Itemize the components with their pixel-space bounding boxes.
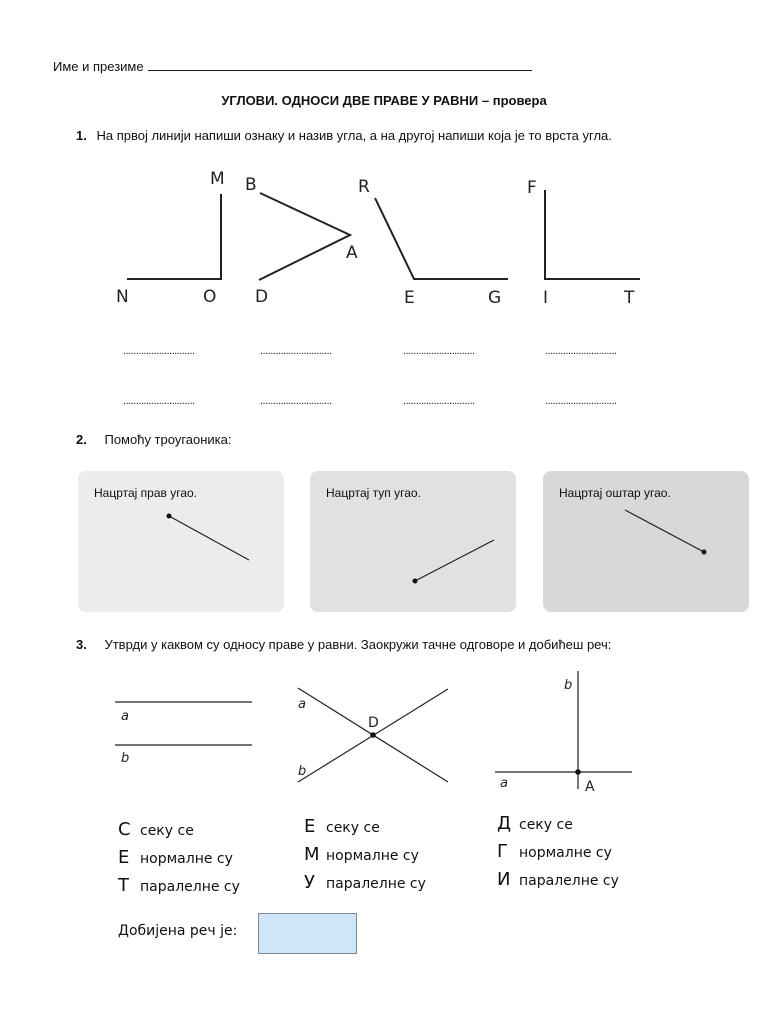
blank-1-4[interactable]: ............................ — [545, 345, 617, 357]
label-t: T — [624, 288, 635, 308]
option-text: паралелне су — [519, 873, 619, 889]
option-letter: Т — [118, 875, 129, 896]
draw-box-right[interactable] — [78, 471, 284, 612]
draw-box-acute-segment — [543, 471, 749, 612]
label-d: D — [255, 287, 269, 307]
question-2-text: Помоћу троугаоника: — [104, 432, 232, 447]
name-label: Име и презиме — [53, 59, 144, 74]
perp-label-b: b — [564, 678, 573, 693]
option-letter: У — [304, 872, 315, 893]
draw-box-acute-caption: Нацртај оштар угао. — [559, 486, 671, 500]
label-f: F — [527, 178, 537, 198]
question-3 — [76, 637, 611, 652]
angle-bad — [259, 193, 350, 280]
question-2-number: 2. — [76, 432, 87, 447]
draw-box-obtuse[interactable] — [310, 471, 516, 612]
blank-2-1[interactable]: ............................ — [123, 395, 195, 407]
point-d-dot — [370, 732, 376, 738]
label-e: E — [404, 288, 415, 308]
parallel-label-a: a — [121, 709, 129, 724]
intersect-label-a: a — [298, 697, 306, 712]
option-c2-r3[interactable] — [304, 872, 426, 893]
option-text: паралелне су — [140, 879, 240, 895]
result-answer-box[interactable] — [258, 913, 357, 954]
parallel-label-b: b — [121, 751, 130, 766]
blank-2-3[interactable]: ............................ — [403, 395, 475, 407]
option-c2-r2[interactable] — [304, 844, 419, 865]
option-c3-r3[interactable] — [497, 869, 619, 890]
option-letter: М — [304, 844, 320, 865]
label-b: B — [245, 175, 257, 195]
label-i: I — [543, 288, 549, 308]
name-blank[interactable] — [148, 59, 532, 71]
label-g: G — [488, 288, 502, 308]
angle-figures — [0, 160, 768, 310]
label-r: R — [358, 177, 370, 197]
option-text: нормалне су — [326, 848, 419, 864]
option-c2-r1[interactable] — [304, 816, 380, 837]
blank-1-1[interactable]: ............................ — [123, 345, 195, 357]
question-2 — [76, 432, 232, 447]
label-point-d: D — [368, 715, 379, 731]
question-3-text: Утврди у каквом су односу праве у равни. Заокружи тачне одговоре и добићеш реч: — [104, 637, 612, 652]
option-c1-r2[interactable] — [118, 847, 233, 868]
draw-box-obtuse-segment — [310, 471, 516, 612]
label-m: M — [210, 169, 225, 189]
option-letter: С — [118, 819, 131, 840]
result-label: Добијена реч је: — [118, 923, 238, 939]
question-1 — [76, 128, 612, 143]
point-a-dot — [575, 769, 581, 775]
perp-label-a: a — [500, 776, 508, 791]
draw-box-obtuse-caption: Нацртај туп угао. — [326, 486, 421, 500]
option-c1-r1[interactable] — [118, 819, 194, 840]
option-text: паралелне су — [326, 876, 426, 892]
name-line — [53, 59, 532, 74]
blank-2-4[interactable]: ............................ — [545, 395, 617, 407]
option-letter: Е — [118, 847, 130, 868]
option-text: нормалне су — [140, 851, 233, 867]
angle-nom — [127, 194, 221, 279]
page-title: УГЛОВИ. ОДНОСИ ДВЕ ПРАВЕ У РАВНИ – провера — [221, 93, 547, 108]
label-a: A — [346, 243, 358, 263]
angle-fit — [545, 190, 640, 279]
blank-1-3[interactable]: ............................ — [403, 345, 475, 357]
intersect-label-b: b — [298, 764, 307, 779]
option-text: секу се — [326, 820, 380, 836]
blank-2-2[interactable]: ............................ — [260, 395, 332, 407]
option-letter: И — [497, 869, 511, 890]
draw-box-right-caption: Нацртај прав угао. — [94, 486, 198, 500]
angle-reg — [375, 198, 508, 279]
draw-box-right-segment — [78, 471, 284, 612]
option-letter: Г — [497, 841, 508, 862]
option-letter: Е — [304, 816, 316, 837]
option-text: секу се — [140, 823, 194, 839]
question-1-number: 1. — [76, 128, 87, 143]
draw-box-acute[interactable] — [543, 471, 749, 612]
option-c3-r2[interactable] — [497, 841, 612, 862]
label-o: O — [203, 287, 217, 307]
label-n: N — [116, 287, 129, 307]
label-point-a: A — [585, 779, 595, 795]
line-relations-figures — [0, 665, 768, 805]
blank-1-2[interactable]: ............................ — [260, 345, 332, 357]
option-letter: Д — [497, 813, 512, 834]
question-3-number: 3. — [76, 637, 87, 652]
option-c3-r1[interactable] — [497, 813, 573, 834]
option-text: нормалне су — [519, 845, 612, 861]
option-c1-r3[interactable] — [118, 875, 240, 896]
option-text: секу се — [519, 817, 573, 833]
question-1-text: На првој линији напиши ознаку и назив угла, а на другој напиши која је то врста угла. — [96, 128, 612, 143]
